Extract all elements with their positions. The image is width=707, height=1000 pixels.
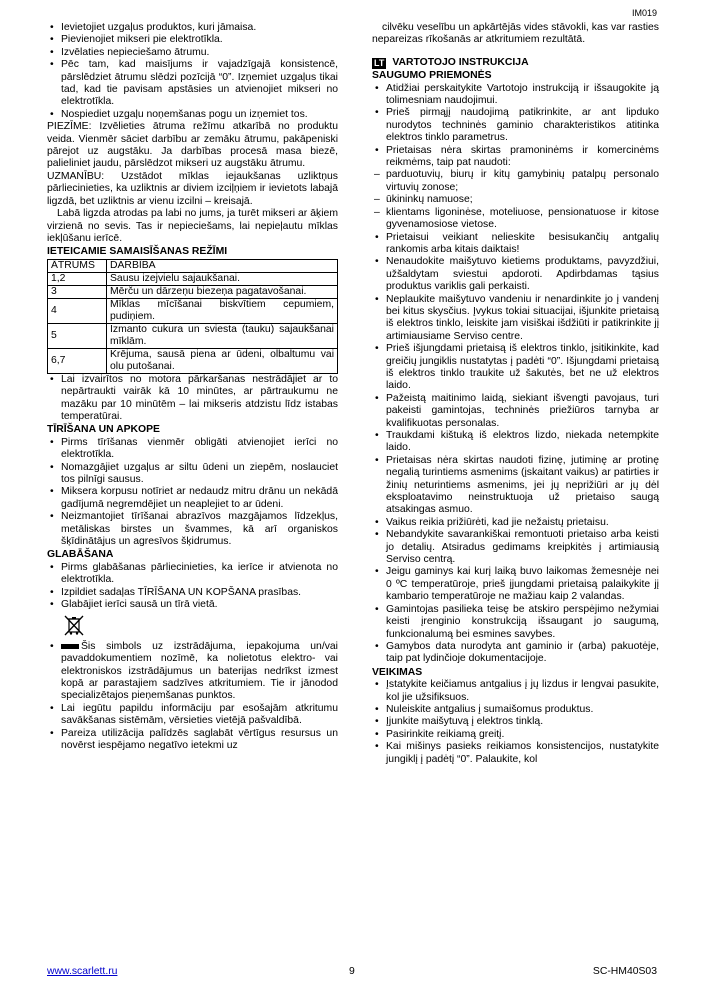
list-item: • Miksera korpusu notīriet ar nedaudz mitru drānu un nekādā gadījumā negremdējiet un neaplejiet to ar ūdeni. — [47, 486, 338, 511]
model-code: SC-HM40S03 — [592, 966, 657, 977]
list-item: • Nomazgājiet uzgaļus ar siltu ūdeni un ziepēm, noslauciet tos pilnīgi sausus. — [47, 462, 338, 487]
list-item: • Gamintojas pasilieka teisę be atskiro perspėjimo nežymiai keisti įrenginio konstrukciją išsaugant jo saugumą, funkcionalumą bei esmines savybes. — [372, 604, 659, 641]
language-badge: LT — [374, 57, 385, 68]
list-item: • Traukdami kištuką iš elektros lizdo, niekada netempkite laido. — [372, 430, 659, 455]
table-row — [48, 298, 338, 323]
list-item: • Nenaudokite maišytuvo kietiems produktams, pavyzdžiui, užšaldytam sviestui apdoroti. Apdirbdamas tąsius produktus variklis gali perkaisti. — [372, 256, 659, 293]
list-item: • Jeigu gaminys kai kurį laiką buvo laikomas žemesnėje nei 0 ºC temperatūroje, prieš įjungdami prietaisą palaikykite jį kambario temperatūroje ne mažiau kaip 2 valandas. — [372, 566, 659, 603]
black-bar-icon — [61, 644, 79, 649]
symbol-text: Šis simbols uz izstrādājuma, iepakojuma un/vai pavaddokumentiem nozīmē, ka nolietotus elektro- vai elektroniskos izstrādājumus un baterijas nedrīkst izmest kopā ar parastajiem sadzīves atkritumiem. Tie ir jānodod specializētajos pieņemšanas punktos. — [61, 640, 338, 702]
cleaning-title: TĪRĪŠANA UN APKOPE — [47, 424, 160, 436]
table-cell: Izmanto cukura un sviesta (tauku) sajaukšanai mīklām. — [107, 323, 338, 348]
document-code: IM019 — [631, 8, 657, 18]
table-cell: 5 — [48, 323, 107, 348]
right-column — [372, 22, 659, 766]
list-item: • Izvēlaties nepieciešamo ātrumu. — [47, 47, 338, 59]
list-item: • Lai iegūtu papildu informāciju par esošajām atkritumu savākšanas sistēmām, vērsieties vietējā pašvaldībā. — [47, 703, 338, 728]
left-column — [47, 22, 338, 753]
list-item: • Gamybos data nurodyta ant gaminio ir (arba) pakuotėje, taip pat lydinčioje dokumentacijoje. — [372, 641, 659, 666]
operation-title: VEIKIMAS — [372, 666, 423, 678]
table-row — [48, 285, 338, 298]
note-paragraph: PIEZĪME: Izvēlieties ātruma režīmu atkarībā no produktu veida. Vienmēr sāciet darbību ar zemāku ātrumu, pakāpeniski pārejot uz augstāku. Ja darbības procesā masa biezē, palieliniet jaudu, pārslēdzot mikseri uz augstāku ātrumu. — [47, 121, 338, 170]
list-item: • Prieš pirmąjį naudojimą patikrinkite, ar ant lipduko nurodytos techninės gaminio charakteristikos atitinka elektros tinklo parametrus. — [372, 107, 659, 144]
list-item: • Glabājiet ierīci sausā un tīrā vietā. — [47, 599, 338, 611]
list-item: • Prietaisas nėra skirtas naudoti fizinę, jutiminę ar protinę negalią turintiems asmenims (įskaitant vaikus) ar patirties ir žinių neturintiems asmenims, jei jų neprižiūri ar jų dėl eksploatavimo neinstruktuoja už prietaiso saugą atsakingas asmuo. — [372, 455, 659, 517]
page-number: 9 — [349, 966, 355, 977]
table-header-row — [48, 259, 338, 272]
list-item: • Prieš išjungdami prietaisą iš elektros tinklo, įsitikinkite, kad greičių jungiklis nustatytas į padėti “0”. Išjungdami prietaisą iš elektros tinklo traukite už šakutės, bet ne už elektros laido. — [372, 343, 659, 393]
list-item: • Pažeistą maitinimo laidą, siekiant išvengti pavojaus, turi pakeisti gamintojas, techninės priežiūros tarnyba ar kvalifikuotas personalas. — [372, 393, 659, 430]
dash-item: – parduotuvių, biurų ir kitų gamybinių patalpų personalo virtuvių zonose; — [372, 169, 659, 194]
list-item: • Pēc tam, kad maisījums ir vajadzīgajā konsistencē, pārslēdziet ātrumu slēdzi pozīcijā “0”. Izņemiet uzgaļus tikai tad, kad tie pavisam apstāsies un atvienojiet mikseri no elektrotīkla. — [47, 59, 338, 109]
list-item: • Atidžiai perskaitykite Vartotojo instrukciją ir išsaugokite ją tolimesniam naudojimui. — [372, 83, 659, 108]
table-row — [48, 348, 338, 373]
table-header-cell: ĀTRUMS — [48, 259, 107, 272]
storage-title: GLABĀŠANA — [47, 549, 114, 561]
list-item: • Pievienojiet mikseri pie elektrotīkla. — [47, 34, 338, 46]
overheat-note: • Lai izvairītos no motora pārkaršanas nestrādājiet ar to nepārtraukti vairāk kā 10 minūtes, ar pārtraukumu ne mazāku par 10 minūtēm – lai mikseris atdzistu līdz istabas temperatūrai. — [47, 374, 338, 424]
table-cell: 1,2 — [48, 272, 107, 285]
warning-paragraph: UZMANĪBU: Uzstādot mīklas iejaukšanas uzliktņus pārliecinieties, ka uzliktnis ar diviem izciļņiem ir ievietots labajā ligzdā, bet uzliktnis ar vienu izcilni – kreisajā. — [47, 170, 338, 207]
dash-item: – ūkininkų namuose; — [372, 194, 659, 206]
list-item: • Nebandykite savarankiškai remontuoti prietaiso arba keisti jo detalių. Atsiradus gedimams kreipkitės į artimiausią Serviso centrą. — [372, 529, 659, 566]
list-item: • Izpildiet sadaļas TĪRĪŠANA UN KOPŠANA prasības. — [47, 587, 338, 599]
table-title: IETEICAMIE SAMAISĪŠANAS REŽĪMI — [47, 246, 228, 258]
table-row — [48, 272, 338, 285]
table-cell: Mērču un dārzeņu biezeņa pagatavošanai. — [107, 285, 338, 298]
symbol-paragraph — [47, 641, 338, 703]
list-item: • Prietaisas nėra skirtas pramoninėms ir komercinėms reikmėms, taip pat naudoti: — [372, 145, 659, 170]
list-item: • Neplaukite maišytuvo vandeniu ir nenardinkite jo į vandenį bei kitus skysčius. Įvykus tokiai situacijai, išjunkite prietaisą iš elektros tinklo, leiskite jam visiškai išdžiūti ir patikrinkite jį artimiausiame Serviso centre. — [372, 294, 659, 344]
footer-url-link[interactable]: www.scarlett.ru — [47, 966, 118, 977]
instruction-title: VARTOTOJO INSTRUKCIJA — [392, 56, 529, 68]
list-item: • Neizmantojiet tīrīšanai abrazīvos mazgājamos līdzekļus, metāliskas birstes un švammes, kā arī organiskos šķīdinātājus un agresīvos šķidrumus. — [47, 511, 338, 548]
crossed-bin-icon — [63, 614, 85, 636]
section-heading — [372, 57, 659, 69]
table-cell: Sausu izejvielu sajaukšanai. — [107, 272, 338, 285]
dash-item: – klientams ligoninėse, moteliuose, pensionatuose ir kitose gyvenamosiose vietose. — [372, 207, 659, 232]
safety-title: SAUGUMO PRIEMONĖS — [372, 70, 492, 82]
list-item: • Prietaisui veikiant nelieskite besisukančių antgalių rankomis arba kitais daiktais! — [372, 232, 659, 257]
list-item: • Pirms glabāšanas pārliecinieties, ka ierīce ir atvienota no elektrotīkla. — [47, 562, 338, 587]
table-row — [48, 323, 338, 348]
table-cell: 6,7 — [48, 348, 107, 373]
operation-bullets — [47, 22, 338, 121]
table-cell: 4 — [48, 298, 107, 323]
list-item: • Įstatykite keičiamus antgalius į jų lizdus ir lengvai pasukite, kol jie užsifiksuos. — [372, 679, 659, 704]
list-item: • Kai mišinys pasieks reikiamos konsistencijos, nustatykite jungiklį į padėtį “0”. Palaukite, kol — [372, 741, 659, 766]
table-cell: Mīklas mīcīšanai biskvītiem cepumiem, pudiņiem. — [107, 298, 338, 323]
list-item: • Pirms tīrīšanas vienmēr obligāti atvienojiet ierīci no elektrotīkla. — [47, 437, 338, 462]
table-cell: 3 — [48, 285, 107, 298]
list-item: • Nuleiskite antgalius į sumaišomus produktus. — [372, 704, 659, 716]
list-item: • Ievietojiet uzgaļus produktos, kuri jāmaisa. — [47, 22, 338, 34]
list-item: • Įjunkite maišytuvą į elektros tinklą. — [372, 716, 659, 728]
table-cell: Krējuma, sausā piena ar ūdeni, olbaltumu vai olu putošanai. — [107, 348, 338, 373]
speed-table — [47, 259, 338, 374]
list-item: • Pareiza utilizācija palīdzēs saglabāt vērtīgus resursus un novērst iespējamo negatīvo ietekmi uz — [47, 728, 338, 753]
table-header-cell: DARBĪBA — [107, 259, 338, 272]
list-item: • Vaikus reikia prižiūrėti, kad jie nežaistų prietaisu. — [372, 517, 659, 529]
warning-paragraph-2: Labā ligzda atrodas pa labi no jums, ja turēt mikseri ar āķiem virzienā no sevis. Tas ir nepieciešams, lai nepieļautu mīklas iekļūšanu ierīcē. — [47, 208, 338, 244]
list-item: • Nospiediet uzgaļu noņemšanas pogu un izņemiet tos. — [47, 109, 338, 121]
list-item: • Pasirinkite reikiamą greitį. — [372, 729, 659, 741]
continuation-paragraph: cilvēku veselību un apkārtējās vides stāvokli, kas var rasties nepareizas rīkošanās ar atkritumiem rezultātā. — [372, 22, 659, 46]
